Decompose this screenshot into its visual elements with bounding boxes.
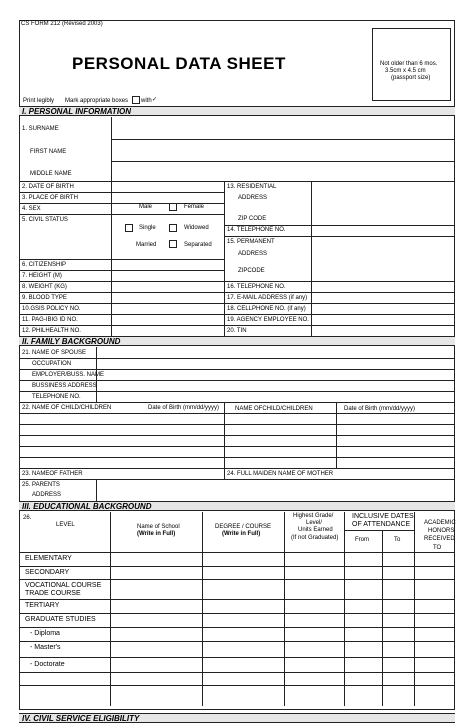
- page-title: PERSONAL DATA SHEET: [72, 54, 286, 73]
- parents-label: 25. PARENTS: [22, 482, 60, 488]
- child-dob2-label: Date of Birth (mm/dd/yyyy): [344, 406, 416, 412]
- permanent-address-label: ADDRESS: [238, 251, 268, 257]
- photo-note-2: 3.5cm x 4.5 cm: [385, 68, 426, 74]
- section-education: III. EDUCATIONAL BACKGROUND: [19, 501, 455, 511]
- diploma-label: - Diploma: [30, 630, 60, 637]
- separated-checkbox[interactable]: [169, 240, 177, 248]
- business-address-label: BUSSINESS ADDRESS: [32, 383, 97, 389]
- honors-header-4: TO: [433, 545, 442, 551]
- to-header: To: [394, 537, 401, 543]
- first-name-field[interactable]: [112, 140, 454, 160]
- photo-note-1: Not older than 6 mos.: [380, 61, 438, 67]
- philhealth-label: 12. PHILHEALTH NO.: [22, 328, 81, 334]
- spouse-label: 21. NAME OF SPOUSE: [22, 350, 87, 356]
- first-name-label: FIRST NAME: [30, 149, 67, 155]
- dob-label: 2. DATE OF BIRTH: [22, 184, 74, 190]
- children2-label: NAME OFCHILD/CHILDREN: [235, 406, 313, 412]
- citizenship-label: 6. CITIZENSHIP: [22, 262, 67, 268]
- highest-header-1: Highest Grade/: [293, 513, 334, 519]
- sex-label: 4. SEX: [22, 206, 41, 212]
- children-label: 22. NAME OF CHILD/CHILDREN: [22, 405, 112, 411]
- school-header: Name of School: [137, 524, 180, 530]
- secondary-label: SECONDARY: [25, 569, 70, 576]
- tin-label: 20. TIN: [227, 328, 247, 334]
- section-family: II. FAMILY BACKGROUND: [19, 336, 455, 346]
- female-checkbox[interactable]: [169, 203, 177, 211]
- photo-note-3: (passport size): [391, 75, 431, 81]
- highest-header-2: Level/: [306, 520, 323, 526]
- occupation-label: OCCUPATION: [32, 361, 72, 367]
- honors-header-3: RECEIVED: [424, 536, 455, 542]
- form-code: CS FORM 212 (Revised 2003): [21, 21, 103, 27]
- zipcode-label: ZIPCODE: [238, 268, 265, 274]
- email-label: 17. E-MAIL ADDRESS (if any): [227, 295, 308, 301]
- permanent-label: 15. PERMANENT: [227, 239, 275, 245]
- blood-type-label: 9. BLOOD TYPE: [22, 295, 67, 301]
- male-label: Male: [139, 204, 153, 210]
- mark-boxes: Mark appropriate boxes: [65, 98, 129, 104]
- agency-label: 19. AGENCY EMPLOYEE NO.: [227, 317, 309, 323]
- from-header: From: [355, 537, 369, 543]
- telephone14-label: 14. TELEPHONE NO.: [227, 227, 286, 233]
- female-label: Female: [184, 204, 205, 210]
- residential-address-label: ADDRESS: [238, 195, 268, 201]
- vocational-label: VOCATIONAL COURSE: [25, 582, 102, 589]
- separated-label: Separated: [184, 242, 212, 248]
- check-icon: ✓: [152, 97, 158, 103]
- surname-label: 1. SURNAME: [22, 126, 59, 132]
- with-label: with: [141, 98, 152, 104]
- gsis-label: 10.GSIS POLICY NO.: [22, 306, 81, 312]
- single-label: Single: [139, 225, 156, 231]
- section-personal: I. PERSONAL INFORMATION: [19, 106, 455, 116]
- civil-status-label: 5. CIVIL STATUS: [22, 217, 68, 223]
- degree-header: DEGREE / COURSE: [215, 524, 272, 530]
- sample-checkbox: [132, 96, 140, 104]
- trade-label: TRADE COURSE: [25, 590, 81, 597]
- level-header: LEVEL: [56, 522, 75, 528]
- section-eligibility: IV. CIVIL SERVICE ELIGIBILITY: [19, 713, 455, 723]
- print-legibly: Print legibly: [23, 98, 55, 104]
- masters-label: - Master's: [30, 644, 61, 651]
- single-checkbox[interactable]: [125, 224, 133, 232]
- pagibig-label: 11. PAG-IBIG ID NO.: [22, 317, 78, 323]
- father-label: 23. NAMEOF FATHER: [22, 471, 83, 477]
- widowed-checkbox[interactable]: [169, 224, 177, 232]
- inclusive-header-1: INCLUSIVE DATES: [352, 513, 414, 520]
- widowed-label: Widowed: [184, 225, 209, 231]
- degree-header-note: (Write in Full): [222, 531, 261, 537]
- surname-field[interactable]: [112, 118, 454, 138]
- inclusive-header-2: OF ATTENDANCE: [352, 521, 411, 528]
- elementary-label: ELEMENTARY: [25, 555, 72, 562]
- school-header-note: (Write in Full): [137, 531, 176, 537]
- residential-label: 13. RESIDENTIAL: [227, 184, 277, 190]
- telephone16-label: 16. TELEPHONE NO.: [227, 284, 286, 290]
- education-number: 26.: [23, 515, 32, 521]
- employer-label: EMPLOYER/BUSS. NAME: [32, 372, 105, 378]
- pob-label: 3. PLACE OF BIRTH: [22, 195, 78, 201]
- weight-label: 8. WEIGHT (KG): [22, 284, 67, 290]
- mother-label: 24. FULL MAIDEN NAME OF MOTHER: [227, 471, 334, 477]
- highest-header-4: (If not Graduated): [291, 535, 339, 541]
- honors-header-2: HONORS: [428, 528, 455, 534]
- middle-name-label: MIDDLE NAME: [30, 171, 72, 177]
- child-dob-label: Date of Birth (mm/dd/yyyy): [148, 405, 220, 411]
- doctorate-label: - Doctorate: [30, 661, 65, 668]
- zip-label: ZIP CODE: [238, 216, 267, 222]
- parents-address-label: ADDRESS: [32, 492, 62, 498]
- married-label: Married: [136, 242, 157, 248]
- tertiary-label: TERTIARY: [25, 602, 60, 609]
- cellphone-label: 18. CELLPHONE NO. (if any): [227, 306, 306, 312]
- middle-name-field[interactable]: [112, 162, 454, 180]
- telephone-label: TELEPHONE NO.: [32, 394, 81, 400]
- height-label: 7. HEIGHT (M): [22, 273, 62, 279]
- graduate-label: GRADUATE STUDIES: [25, 616, 96, 623]
- honors-header-1: ACADEMIC: [424, 520, 456, 526]
- highest-header-3: Units Earned: [298, 527, 333, 533]
